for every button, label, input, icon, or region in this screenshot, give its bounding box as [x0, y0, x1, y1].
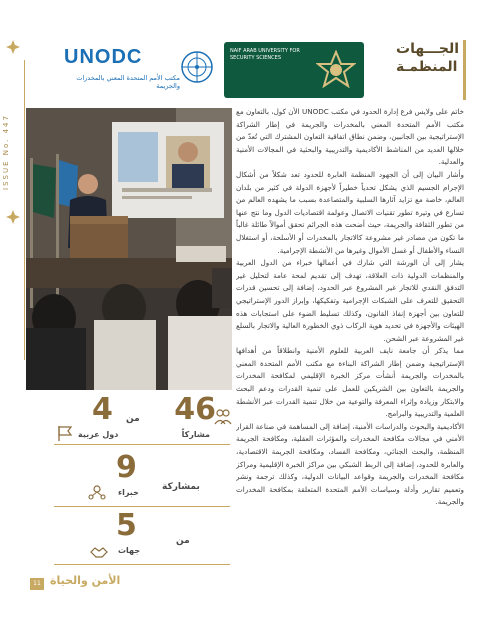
stat-divider: [54, 564, 230, 565]
article-paragraph: يشار إلى أن الورشة التي شارك في أعمالها خبراء من الدول العربية والمنظمات الدولية ذات العلاقة، تهدف إلى تقديم لمحة عامة لتحليل غير التدفق النقدي للاتجار غير المشروع عبر الحدود، إضافة إلى تحسين قدرات التحقيق للتعرف على الشبكات الإجرامية وتفكيكها، وإبراز الدور الإستراتيجي للتعاون بين أجهزة إنفاذ القانون، وكذلك تسليط الضوء على استجابات هذه الهيئات والأجهزة في تحديد هوية الركاب ذوي الخطورة العالية والاتجار بالسلع غير المشروعة عبر الشحن.: [236, 258, 464, 343]
nauss-emblem-icon: [316, 50, 356, 90]
article-paragraph: الأكاديمية والبحوث والدراسات الأمنية، إضافة إلى المساهمة في صناعة القرار الأمني في مجالات مكافحة المخدرات والمؤثرات العقلية، ومكافحة الجريمة المنظمة، والبحث الجنائي، ومكافحة الفساد، ومكافحة الجريمة الاقتصادية، والعابرة للحدود، إضافة إلى الربط الشبكي بين مراكز الخبرة الإقليمية ومراكز مكافحة المخدرات والجريمة وقواعد البيانات الدولية، وكذلك ترجمة ونشر وتعميم تقارير وأدلة وسياسات الأمم المتحدة المتعلقة بمكافحة المخدرات والجريمة.: [236, 421, 464, 507]
section-title: [396, 40, 466, 100]
conference-photo: [26, 108, 232, 390]
stat-participants-number: 46: [174, 392, 216, 427]
flag-icon: [56, 424, 74, 442]
article-body: [236, 106, 464, 566]
stat-entities-label: جهات: [118, 546, 141, 555]
stat-divider: [54, 506, 230, 507]
star-ornament-icon: [6, 40, 20, 54]
stat-experts-label: خبراء: [118, 488, 139, 497]
section-title-line2: المنظمـة: [396, 59, 458, 75]
page-number: 11: [33, 580, 41, 587]
stat-from-label: من: [126, 414, 140, 424]
stat-countries-number: 4: [92, 392, 113, 427]
un-emblem-icon: [180, 50, 214, 84]
article-paragraph: مما يذكر أن جامعة نايف العربية للعلوم الأمنية وانطلاقاً من أهدافها الإستراتيجية وضمن إطار الشراكة البناءة مع مكتب الأمم المتحدة المعني بالمخدرات والجريمة أنشأت مركز الخبرة الإقليمي لمكافحة المخدرات والجريمة بالتعاون بين الشريكين للعمل على تنمية القدرات ودعم البحث والابتكار وزيادة وإثراء المعرفة والتوعية من خلال تنمية القدرات عبر الأنشطة العلمية والتدريبية والبرامج.: [236, 346, 464, 419]
people-icon: [214, 408, 232, 426]
magazine-title: الأمن والحياة: [50, 574, 121, 587]
left-margin-bar: [0, 0, 26, 617]
nauss-logo: [224, 42, 364, 98]
left-gold-rule: [24, 60, 25, 360]
handshake-icon: [90, 542, 108, 560]
stat-experts-number: 9: [116, 450, 137, 485]
expert-network-icon: [88, 484, 106, 502]
unodc-logo: [64, 44, 214, 96]
article-paragraph: خاتم على ولايس فرع إدارة الحدود في مكتب UNODC الأن كول، بالتعاون مع مكتب الأمم المتحدة المعني بالمخدرات والجريمة في إطار الشراكة الإستراتيجية بين الجانبين، وضمن نطاق اتفاقية التعاون المشترك التي تُعدّ من خلالها العديد من المناشط الأكاديمية والتدريبية والبحثية في المجالات الأمنية والعدلية.: [236, 107, 464, 167]
stat-experts-extra: بمشاركة: [162, 482, 200, 492]
stat-entities-number: 5: [116, 508, 137, 543]
stat-entities-from: من: [176, 536, 190, 546]
section-title-line1: الجـــهات: [396, 41, 460, 57]
stat-divider: [54, 444, 230, 445]
stat-participants-label: مشاركاً: [181, 430, 210, 439]
stat-participants: [26, 394, 232, 446]
article-paragraph: وأشار البيان إلى أن الجهود المنظمة العابرة للحدود تعد شكلاً من أشكال الإجرام الجسيم الذي يشكل تحدياً خطيراً لأجهزة الدولة في كثير من بلدان العالم، خاصة مع تزايد آثارها السلبية والمتصاعدة بسبب ما يشهده العالم من تسارع في وتيرة تطور تقنيات الاتصال وعولمة اقتصاديات الدول وما نتج عنها من تطور الثقافة والجريمة، حيث أضحت هذه الجرائم تحقق أموالاً طائلة غالباً ما تكون من مصادر غير مشروعة كالاتجار بالمخدرات أو الأسلحة، أو استغلال النساء والأطفال أو غسل الأموال وغيرها من الأنشطة الإجرامية.: [236, 169, 464, 255]
stat-experts: [26, 452, 232, 504]
issue-number-label: ISSUE No. 447: [2, 114, 10, 190]
stat-countries-label: دول عربية: [78, 430, 119, 439]
conference-photo-illustration: [26, 108, 232, 390]
nauss-logo-text: NAIF ARAB UNIVERSITY FOR SECURITY SCIENCES: [230, 48, 300, 61]
stats-infographic: [26, 394, 232, 574]
unodc-name: UNODC: [64, 46, 143, 68]
stat-entities: [26, 510, 232, 562]
star-ornament-icon: [6, 210, 20, 224]
unodc-subtitle: مكتب الأمم المتحدة المعني بالمخدرات والجريمة: [76, 74, 180, 90]
